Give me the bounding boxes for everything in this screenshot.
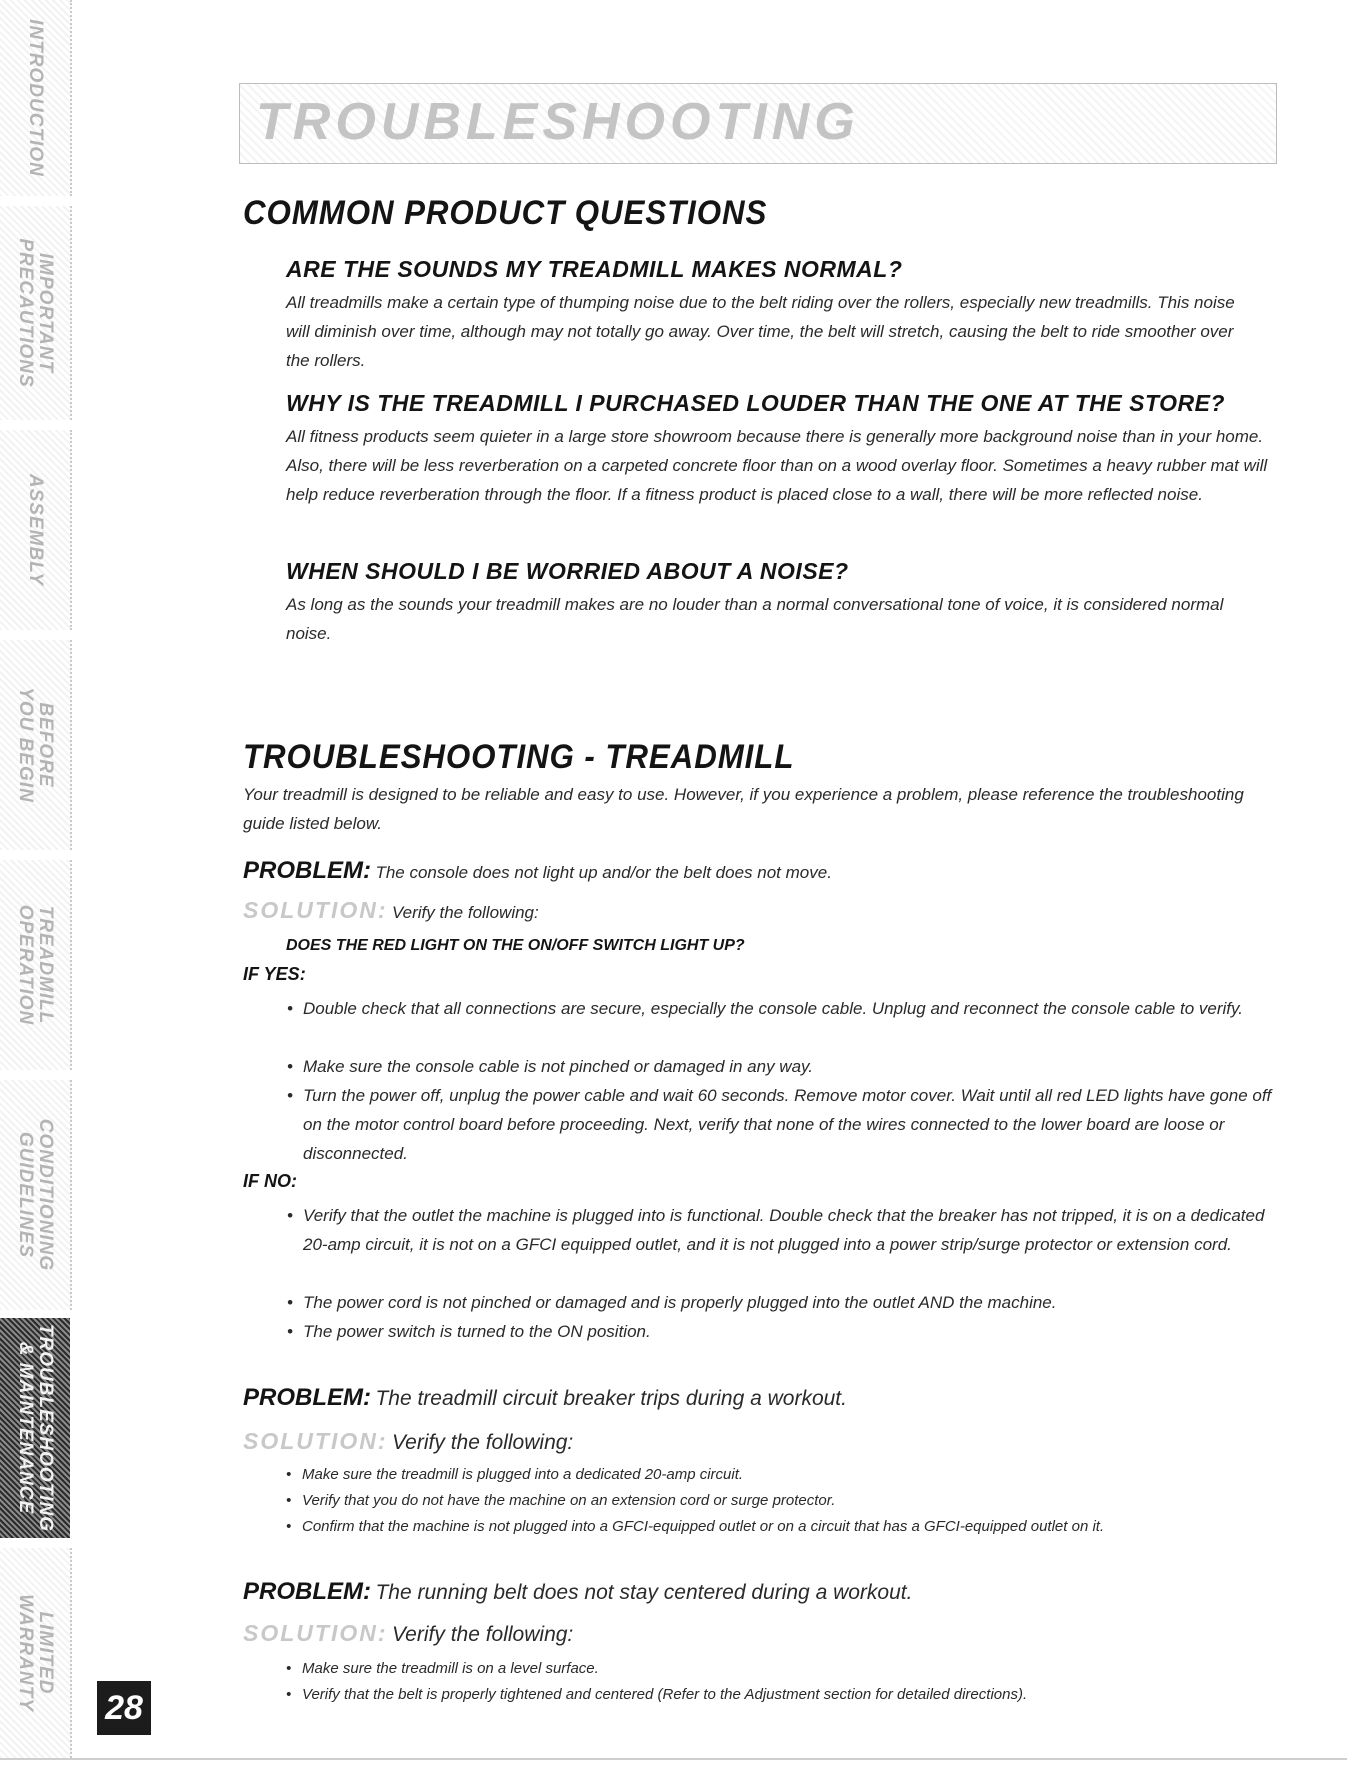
- solution-label: SOLUTION:: [243, 1428, 388, 1454]
- solution-text: Verify the following:: [391, 903, 539, 922]
- side-tab-important-precautions[interactable]: [0, 206, 72, 420]
- side-tab-label: TREADMILL OPERATION: [15, 904, 56, 1026]
- side-tab-label: LIMITED WARRANTY: [15, 1594, 56, 1712]
- solution-3: [243, 1620, 573, 1647]
- problem-2: [243, 1384, 847, 1412]
- answer-text: As long as the sounds your treadmill makes are no louder than a normal conversational tone of voice, it is considered normal noise.: [286, 595, 1224, 643]
- page-header: [239, 83, 1277, 164]
- question-heading: ARE THE SOUNDS MY TREADMILL MAKES NORMAL?: [286, 256, 903, 282]
- side-tab-conditioning-guidelines[interactable]: [0, 1080, 72, 1310]
- solution-text: Verify the following:: [391, 1623, 574, 1646]
- check-question: DOES THE RED LIGHT ON THE ON/OFF SWITCH LIGHT UP?: [286, 937, 745, 954]
- page-number: 28: [97, 1681, 151, 1735]
- side-tab-introduction[interactable]: [0, 0, 72, 196]
- list-item: • Confirm that the machine is not plugged into a GFCI-equipped outlet or on a circuit that has a GFCI-equipped outlet on it.: [286, 1518, 1105, 1535]
- problem-text: The treadmill circuit breaker trips during a workout.: [375, 1387, 847, 1410]
- side-tab-label: IMPORTANT PRECAUTIONS: [15, 238, 56, 388]
- list-item: • Double check that all connections are secure, especially the console cable. Unplug and reconnect the console cable to verify.: [287, 999, 1243, 1018]
- bottom-rule: [0, 1758, 1347, 1760]
- list-item: • Verify that you do not have the machine on an extension cord or surge protector.: [286, 1492, 836, 1509]
- side-tab-treadmill-operation[interactable]: [0, 860, 72, 1070]
- page-title: TROUBLESHOOTING: [256, 93, 860, 151]
- solution-1: [243, 897, 539, 924]
- list-item: • The power switch is turned to the ON position.: [287, 1322, 651, 1341]
- side-tab-assembly[interactable]: [0, 430, 72, 630]
- solution-text: Verify the following:: [391, 1431, 574, 1454]
- solution-2: [243, 1428, 573, 1455]
- side-tab-troubleshooting-maintenance[interactable]: [0, 1318, 70, 1538]
- intro-text: Your treadmill is designed to be reliable and easy to use. However, if you experience a problem, please reference the troubleshooting guide listed below.: [243, 785, 1244, 833]
- if-yes-label: IF YES:: [243, 964, 306, 984]
- problem-text: The running belt does not stay centered during a workout.: [375, 1581, 913, 1604]
- list-item: • Make sure the treadmill is plugged into a dedicated 20-amp circuit.: [286, 1466, 744, 1483]
- side-tabs: [0, 0, 74, 1766]
- problem-3: [243, 1578, 912, 1606]
- solution-label: SOLUTION:: [243, 1620, 388, 1646]
- question-heading: WHEN SHOULD I BE WORRIED ABOUT A NOISE?: [286, 558, 849, 584]
- list-item: • Turn the power off, unplug the power cable and wait 60 seconds. Remove motor cover. Wait until all red LED lights have gone off on the motor control board before proceeding. Next, verify that none of the wires connected to the lower board are loose or disconnected.: [287, 1086, 1272, 1163]
- side-tab-label: BEFORE YOU BEGIN: [15, 687, 56, 803]
- problem-1: [243, 857, 832, 885]
- list-item: • Make sure the console cable is not pinched or damaged in any way.: [287, 1057, 813, 1076]
- solution-label: SOLUTION:: [243, 897, 388, 923]
- list-item: • The power cord is not pinched or damaged and is properly plugged into the outlet AND the machine.: [287, 1293, 1057, 1312]
- list-item: • Make sure the treadmill is on a level surface.: [286, 1660, 599, 1677]
- answer-text: All treadmills make a certain type of thumping noise due to the belt riding over the rollers, especially new treadmills. This noise will diminish over time, although may not totally go away. Over time, the belt will stretch, causing the belt to ride smoother over the rollers.: [286, 293, 1235, 370]
- question-heading: WHY IS THE TREADMILL I PURCHASED LOUDER THAN THE ONE AT THE STORE?: [286, 390, 1225, 416]
- list-item: • Verify that the outlet the machine is plugged into is functional. Double check that the breaker has not tripped, it is on a dedicated 20-amp circuit, it is not on a GFCI equipped outlet, and it is not plugged into a power strip/surge protector or extension cord.: [287, 1206, 1265, 1254]
- problem-label: PROBLEM:: [243, 857, 371, 884]
- list-item: • Verify that the belt is properly tightened and centered (Refer to the Adjustment section for detailed directions).: [286, 1686, 1028, 1703]
- side-tab-label: INTRODUCTION: [25, 19, 46, 177]
- section-title-troubleshooting-treadmill: TROUBLESHOOTING - TREADMILL: [243, 738, 795, 776]
- problem-text: The console does not light up and/or the belt does not move.: [375, 863, 832, 882]
- problem-label: PROBLEM:: [243, 1384, 371, 1411]
- side-tab-label: CONDITIONING GUIDELINES: [15, 1118, 56, 1272]
- side-tab-label: ASSEMBLY: [25, 473, 46, 587]
- side-tab-before-you-begin[interactable]: [0, 640, 72, 850]
- section-title-common-questions: COMMON PRODUCT QUESTIONS: [243, 194, 768, 232]
- if-no-label: IF NO:: [243, 1171, 297, 1191]
- side-tab-limited-warranty[interactable]: [0, 1548, 72, 1758]
- problem-label: PROBLEM:: [243, 1578, 371, 1605]
- answer-text: All fitness products seem quieter in a large store showroom because there is generally more background noise than in your home. Also, there will be less reverberation on a carpeted concrete floor than on a wood overlay floor. Sometimes a heavy rubber mat will help reduce reverberation through the floor. If a fitness product is placed close to a wall, there will be more reflected noise.: [286, 427, 1268, 504]
- side-tab-label: TROUBLESHOOTING & MAINTENANCE: [15, 1323, 56, 1533]
